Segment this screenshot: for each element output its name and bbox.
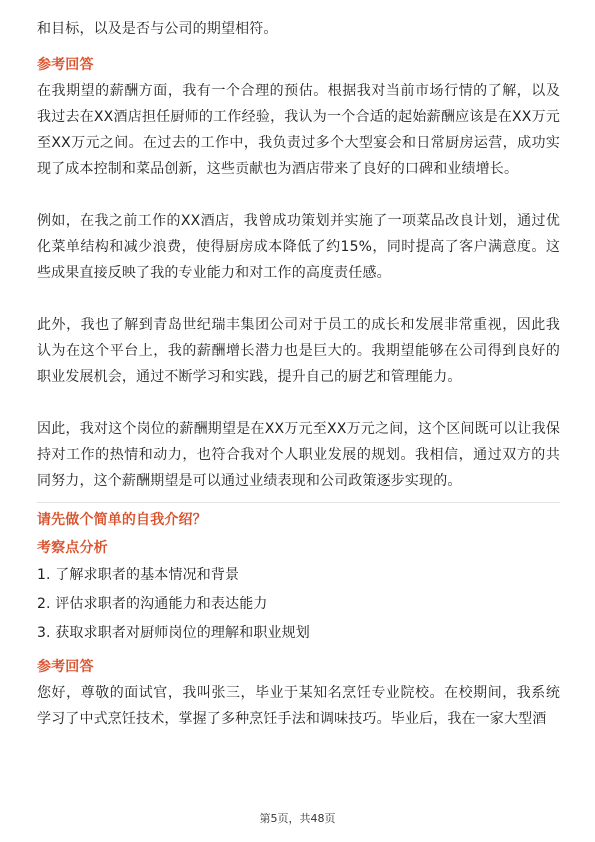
- question-heading: 请先做个简单的自我介绍？: [37, 512, 207, 528]
- answer-paragraph-1: 在我期望的薪酬方面，我有一个合理的预估。根据我对当前市场行情的了解，以及我过去在XX酒店担任厨师的工作经验，我认为一个合适的起始薪酬应该是在XX万元至XX万元之间。在过去的工作中，我负责过多个大型宴会和日常厨房运营，成功实现了成本控制和菜品创新，这些贡献也为酒店带来了良好的口碑和业绩增长。: [37, 83, 560, 177]
- list-item: 3. 获取求职者对厨师岗位的理解和职业规划: [37, 625, 310, 641]
- list-item: 1. 了解求职者的基本情况和背景: [37, 567, 240, 583]
- paragraph-continued: 和目标，以及是否与公司的期望相符。: [37, 21, 278, 37]
- reference-answer-heading: 参考回答: [37, 57, 94, 73]
- answer-paragraph-3: 此外，我也了解到青岛世纪瑞丰集团公司对于员工的成长和发展非常重视，因此我认为在这个平台上，我的薪酬增长潜力也是巨大的。我期望能够在公司得到良好的职业发展机会，通过不断学习和实践，提升自己的厨艺和管理能力。: [37, 317, 560, 385]
- analysis-heading: 考察点分析: [37, 540, 108, 556]
- answer-paragraph-2: 例如，在我之前工作的XX酒店，我曾成功策划并实施了一项菜品改良计划，通过优化菜单结构和减少浪费，使得厨房成本降低了约15%，同时提高了客户满意度。这些成果直接反映了我的专业能力和对工作的高度责任感。: [37, 213, 560, 281]
- analysis-list: [37, 561, 560, 648]
- answer-paragraph-5: 您好，尊敬的面试官，我叫张三，毕业于某知名烹饪专业院校。在校期间，我系统学习了中式烹饪技术，掌握了多种烹饪手法和调味技巧。毕业后，我在一家大型酒: [37, 685, 560, 727]
- document-page: [37, 16, 560, 732]
- section-divider: [37, 502, 560, 503]
- reference-answer-heading-2: 参考回答: [37, 659, 94, 675]
- list-item: 2. 评估求职者的沟通能力和表达能力: [37, 596, 268, 612]
- page-number: 第5页，共48页: [259, 812, 336, 825]
- answer-paragraph-4: 因此，我对这个岗位的薪酬期望是在XX万元至XX万元之间，这个区间既可以让我保持对工作的热情和动力，也符合我对个人职业发展的规划。我相信，通过双方的共同努力，这个薪酬期望是可以通过业绩表现和公司政策逐步实现的。: [37, 421, 560, 489]
